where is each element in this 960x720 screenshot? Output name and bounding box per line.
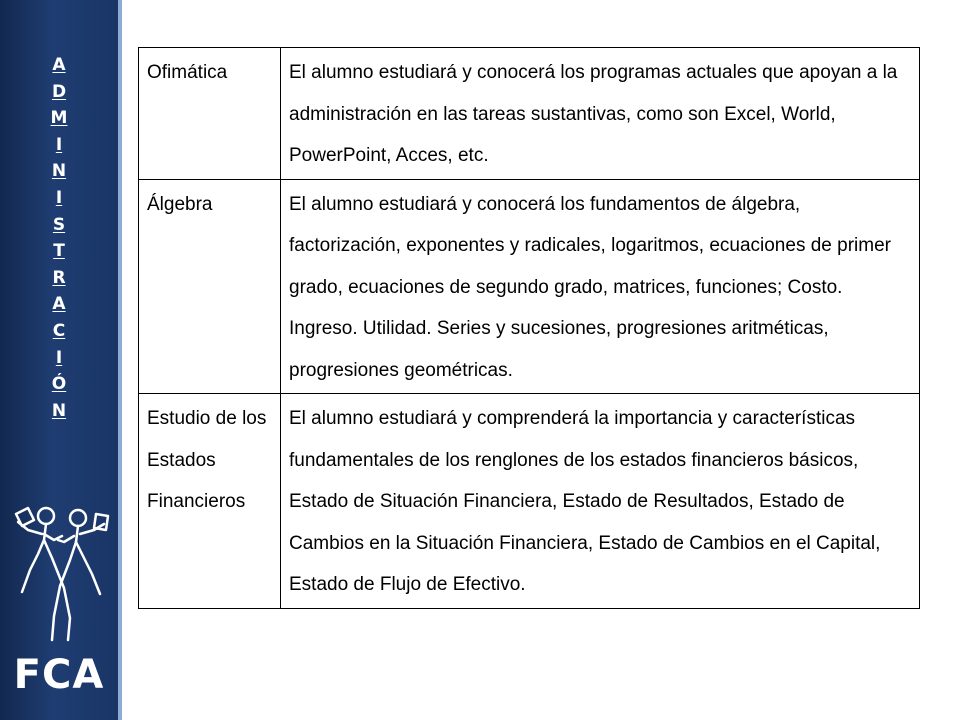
vertical-title: [0, 52, 118, 424]
vertical-letter: M: [50, 108, 68, 129]
vertical-letter: N: [51, 161, 67, 182]
fca-figure-logo-icon: [8, 500, 112, 650]
subject-name: Ofimática: [139, 48, 281, 180]
subject-description: El alumno estudiará y conocerá los programas actuales que apoyan a la administración en las tareas sustantivas, como son Excel, World, PowerPoint, Acces, etc.: [281, 48, 920, 180]
vertical-letter: N: [51, 400, 67, 421]
sidebar: [0, 0, 122, 720]
vertical-letter: Ó: [51, 374, 67, 395]
subject-name: Álgebra: [139, 179, 281, 394]
vertical-letter: A: [52, 294, 66, 315]
vertical-letter: I: [55, 134, 63, 155]
vertical-letter: T: [53, 241, 65, 262]
subject-description: El alumno estudiará y conocerá los fundamentos de álgebra, factorización, exponentes y radicales, logaritmos, ecuaciones de primer grado, ecuaciones de segundo grado, matrices, funciones; Costo. Ingreso. Utilidad. Series y sucesiones, progresiones aritméticas, progresiones geométricas.: [281, 179, 920, 394]
vertical-letter: R: [52, 267, 66, 288]
vertical-letter: I: [55, 187, 63, 208]
vertical-letter: D: [51, 81, 67, 102]
vertical-letter: A: [52, 55, 66, 75]
table-row: [139, 48, 920, 180]
vertical-letter: I: [55, 347, 63, 368]
fca-logo-text: FCA: [13, 652, 105, 698]
subjects-table: [138, 47, 920, 609]
vertical-letter: S: [52, 214, 66, 235]
subject-description: El alumno estudiará y comprenderá la importancia y características fundamentales de los renglones de los estados financieros básicos, Estado de Situación Financiera, Estado de Resultados, Estado de Cambios en la Situación Financiera, Estado de Cambios en el Capital, Estado de Flujo de Efectivo.: [281, 394, 920, 609]
subject-name: Estudio de los Estados Financieros: [139, 394, 281, 609]
table-row: [139, 179, 920, 394]
vertical-letter: C: [52, 320, 66, 341]
table-row: [139, 394, 920, 609]
